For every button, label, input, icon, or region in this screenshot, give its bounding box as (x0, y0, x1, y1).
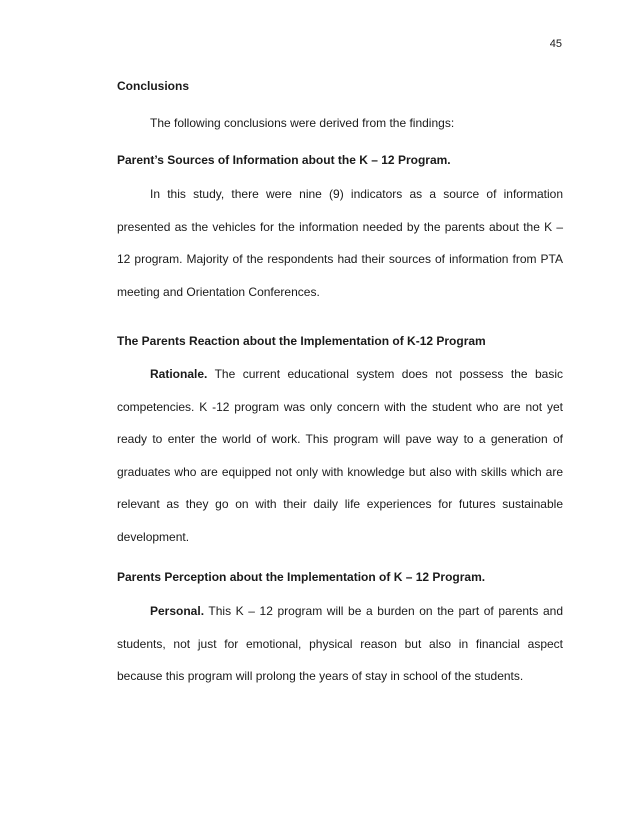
section1-body: In this study, there were nine (9) indicators as a source of information presented as the vehicles for the information needed by the parents about the K – 12 program. Majority of the respondents had their sources of information from PTA meeting and Orientation Conferences. (117, 187, 563, 299)
section3-heading: Parents Perception about the Implementation of K – 12 Program. (117, 570, 486, 584)
section2-lead: Rationale. (150, 367, 208, 381)
section2-paragraph (117, 358, 563, 553)
section3-paragraph (117, 595, 563, 693)
intro-text: The following conclusions were derived from the findings: (150, 116, 455, 130)
section2-body: The current educational system does not possess the basic competencies. K -12 program was only concern with the student who are not yet ready to enter the world of work. This program will pave way to a generation of graduates who are equipped not only with knowledge but also with skills which are relevant as they go on with their daily life experiences for futures sustainable development. (117, 367, 563, 544)
section2-heading: The Parents Reaction about the Implementation of K-12 Program (117, 334, 486, 348)
section1-heading: Parent’s Sources of Information about the K – 12 Program. (117, 153, 451, 167)
section3-lead: Personal. (150, 604, 205, 618)
conclusions-heading: Conclusions (117, 79, 190, 93)
section3-body: This K – 12 program will be a burden on the part of parents and students, not just for emotional, physical reason but also in financial aspect because this program will prolong the years of stay in school of the students. (117, 604, 563, 683)
page-number: 45 (549, 38, 562, 50)
